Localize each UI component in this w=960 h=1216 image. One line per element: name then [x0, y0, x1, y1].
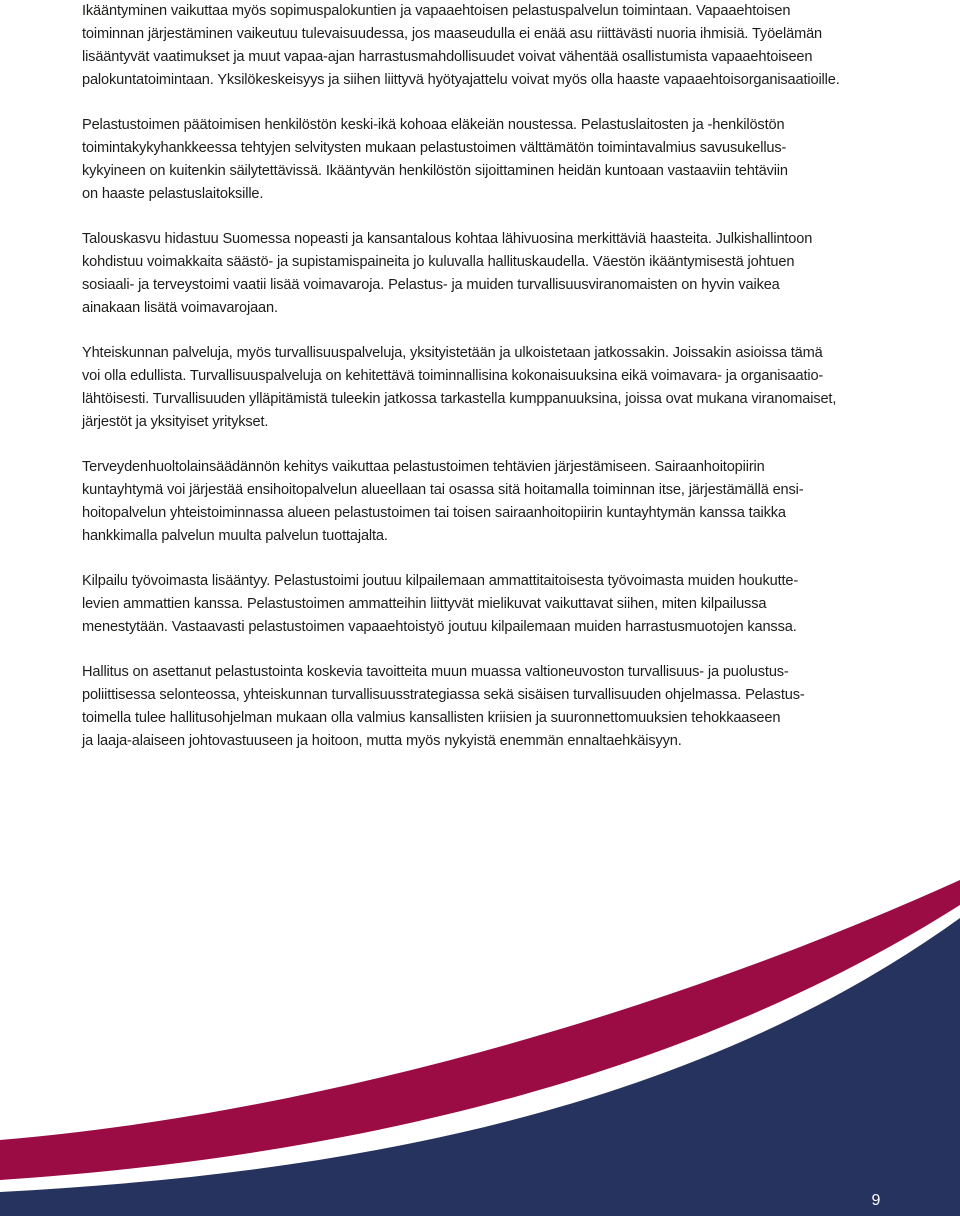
body-paragraph: [82, 570, 882, 639]
paragraph-line: Kilpailu työvoimasta lisääntyy. Pelastustoimi joutuu kilpailemaan ammattitaitoisesta työvoimasta muiden houkutte-: [82, 573, 799, 589]
paragraph-line: ja laaja-alaiseen johtovastuuseen ja hoitoon, mutta myös nykyistä enemmän ennaltaehkäisyyn.: [82, 733, 682, 749]
body-paragraph: [82, 114, 882, 206]
document-body: [82, 0, 882, 775]
body-paragraph: [82, 0, 882, 92]
body-paragraph: [82, 456, 882, 548]
paragraph-line: Hallitus on asettanut pelastustointa koskevia tavoitteita muun muassa valtioneuvoston turvallisuus- ja puolustus-: [82, 664, 789, 680]
paragraph-line: kuntayhtymä voi järjestää ensihoitopalvelun alueellaan tai osassa sitä hoitamalla toiminnan itse, järjestämällä ensi-: [82, 482, 804, 498]
body-paragraph: [82, 661, 882, 753]
paragraph-line: Talouskasvu hidastuu Suomessa nopeasti ja kansantalous kohtaa lähivuosina merkittäviä haasteita. Julkishallintoon: [82, 231, 813, 247]
paragraph-line: hoitopalvelun yhteistoiminnassa alueen pelastustoimen tai toisen sairaanhoitopiirin kuntayhtymän kanssa taikka: [82, 505, 786, 521]
paragraph-line: sosiaali- ja terveystoimi vaatii lisää voimavaroja. Pelastus- ja muiden turvallisuusviranomaisten on hyvin vaikea: [82, 277, 780, 293]
paragraph-line: Yhteiskunnan palveluja, myös turvallisuuspalveluja, yksityistetään ja ulkoistetaan jatkossakin. Joissakin asioissa tämä: [82, 345, 823, 361]
paragraph-line: poliittisessa selonteossa, yhteiskunnan turvallisuusstrategiassa sekä sisäisen turvallisuuden ohjelmassa. Pelastus-: [82, 687, 805, 703]
page-number: 9: [871, 1192, 881, 1209]
paragraph-line: toimintakykyhankkeessa tehtyjen selvitysten mukaan pelastustoimen välttämätön toimintavalmius savusukellus-: [82, 140, 787, 156]
paragraph-line: menestytään. Vastaavasti pelastustoimen vapaaehtoistyö joutuu kilpailemaan muiden harrastusmuotojen kanssa.: [82, 619, 797, 635]
body-paragraph: [82, 228, 882, 320]
paragraph-line: toimella tulee hallitusohjelman mukaan olla valmius kansallisten kriisien ja suuronnettomuuksien tehokkaaseen: [82, 710, 781, 726]
paragraph-line: ainakaan lisätä voimavarojaan.: [82, 300, 278, 316]
paragraph-line: järjestöt ja yksityiset yritykset.: [82, 414, 269, 430]
paragraph-line: Pelastustoimen päätoimisen henkilöstön keski-ikä kohoaa eläkeiän noustessa. Pelastuslaitosten ja -henkilöstön: [82, 117, 785, 133]
paragraph-line: lisääntyvät vaatimukset ja muut vapaa-ajan harrastusmahdollisuudet voivat vähentää osallistumista vapaaehtoiseen: [82, 49, 813, 65]
paragraph-line: levien ammattien kanssa. Pelastustoimen ammatteihin liittyvät mielikuvat vaikuttavat siihen, miten kilpailussa: [82, 596, 767, 612]
paragraph-line: toiminnan järjestäminen vaikeutuu tulevaisuudessa, jos maaseudulla ei enää asu riittävästi nuoria ihmisiä. Työelämän: [82, 26, 823, 42]
body-paragraph: [82, 342, 882, 434]
paragraph-line: lähtöisesti. Turvallisuuden ylläpitämistä tuleekin jatkossa tarkastella kumppanuuksina, joissa ovat mukana viranomaiset,: [82, 391, 837, 407]
paragraph-line: palokuntatoimintaan. Yksilökeskeisyys ja siihen liittyvä hyötyajattelu voivat myös olla haaste vapaaehtoisorganisaatioille.: [82, 72, 840, 88]
paragraph-line: kohdistuu voimakkaita säästö- ja supistamispaineita jo kuluvalla hallituskaudella. Väestön ikääntymisestä johtuen: [82, 254, 795, 270]
paragraph-line: Ikääntyminen vaikuttaa myös sopimuspalokuntien ja vapaaehtoisen pelastuspalvelun toimintaan. Vapaaehtoisen: [82, 3, 791, 19]
paragraph-line: hankkimalla palvelun muulta palvelun tuottajalta.: [82, 528, 388, 544]
paragraph-line: on haaste pelastuslaitoksille.: [82, 186, 264, 202]
paragraph-line: Terveydenhuoltolainsäädännön kehitys vaikuttaa pelastustoimen tehtävien järjestämiseen. Sairaanhoitopiirin: [82, 459, 765, 475]
paragraph-line: kykyineen on kuitenkin säilytettävissä. Ikääntyvän henkilöstön sijoittaminen heidän kuntoaan vastaaviin tehtäviin: [82, 163, 788, 179]
paragraph-line: voi olla edullista. Turvallisuuspalveluja on kehitettävä toiminnallisina kokonaisuuksina eikä voimavara- ja organisaatio-: [82, 368, 824, 384]
